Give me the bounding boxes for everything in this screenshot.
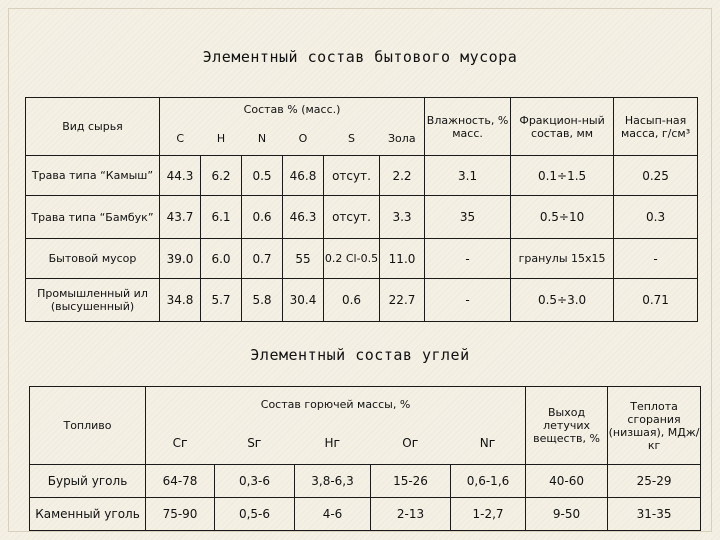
cell-density: 0.71 <box>614 279 698 322</box>
table-row <box>30 465 701 498</box>
cell-n: 0.5 <box>242 156 283 196</box>
cell-o: 2-13 <box>371 498 451 531</box>
cell-density: - <box>614 239 698 279</box>
cell-h: 6.0 <box>201 239 242 279</box>
table-row <box>30 498 701 531</box>
cell-s: 0.2 Cl-0.5 <box>324 239 380 279</box>
cell-h: 3,8-6,3 <box>295 465 371 498</box>
cell-ash: 2.2 <box>380 156 425 196</box>
table-row <box>26 279 698 322</box>
cell-fraction: 0.5÷10 <box>511 196 614 239</box>
cell-h: 6.1 <box>201 196 242 239</box>
cell-c: 43.7 <box>160 196 201 239</box>
header-heat: Теплота сгорания (низшая), МДж/кг <box>608 387 701 465</box>
cell-c: 75-90 <box>146 498 215 531</box>
header-element: H <box>201 122 242 156</box>
cell-heat: 25-29 <box>608 465 701 498</box>
cell-o: 30.4 <box>283 279 324 322</box>
cell-ash: 3.3 <box>380 196 425 239</box>
cell-s: отсут. <box>324 196 380 239</box>
header-moisture: Влажность, % масс. <box>425 98 511 156</box>
cell-moisture: - <box>425 239 511 279</box>
cell-c: 34.8 <box>160 279 201 322</box>
cell-s: 0,3-6 <box>215 465 295 498</box>
cell-n: 0,6-1,6 <box>451 465 526 498</box>
cell-s: 0,5-6 <box>215 498 295 531</box>
cell-fraction: 0.1÷1.5 <box>511 156 614 196</box>
cell-volatiles: 9-50 <box>526 498 608 531</box>
header-element: Оᴦ <box>371 423 451 465</box>
row-name: Бытовой мусор <box>26 239 160 279</box>
header-composition: Состав % (масс.) <box>160 98 425 122</box>
cell-n: 0.7 <box>242 239 283 279</box>
row-name: Трава типа “Камыш” <box>26 156 160 196</box>
cell-n: 5.8 <box>242 279 283 322</box>
header-element: O <box>283 122 324 156</box>
cell-c: 39.0 <box>160 239 201 279</box>
cell-density: 0.25 <box>614 156 698 196</box>
cell-s: отсут. <box>324 156 380 196</box>
header-element: C <box>160 122 201 156</box>
header-volatiles: Выход летучих веществ, % <box>526 387 608 465</box>
cell-fraction: 0.5÷3.0 <box>511 279 614 322</box>
cell-h: 5.7 <box>201 279 242 322</box>
header-element: Sᴦ <box>215 423 295 465</box>
household-waste-table <box>25 97 698 322</box>
header-fuel: Топливо <box>30 387 146 465</box>
cell-h: 4-6 <box>295 498 371 531</box>
row-name: Каменный уголь <box>30 498 146 531</box>
header-material: Вид сырья <box>26 98 160 156</box>
table-row <box>26 196 698 239</box>
cell-heat: 31-35 <box>608 498 701 531</box>
cell-ash: 11.0 <box>380 239 425 279</box>
cell-moisture: - <box>425 279 511 322</box>
cell-volatiles: 40-60 <box>526 465 608 498</box>
header-element: Нᴦ <box>295 423 371 465</box>
header-element: S <box>324 122 380 156</box>
table2-title: Элементный состав углей <box>250 346 470 364</box>
cell-h: 6.2 <box>201 156 242 196</box>
header-element: Зола <box>380 122 425 156</box>
cell-c: 44.3 <box>160 156 201 196</box>
cell-moisture: 35 <box>425 196 511 239</box>
header-composition: Состав горючей массы, % <box>146 387 526 423</box>
header-element: Сᴦ <box>146 423 215 465</box>
row-name: Трава типа “Бамбук” <box>26 196 160 239</box>
table-row <box>26 239 698 279</box>
cell-n: 0.6 <box>242 196 283 239</box>
header-bulk-density: Насып-ная масса, г/см³ <box>614 98 698 156</box>
table1-title: Элементный состав бытового мусора <box>202 48 518 66</box>
cell-density: 0.3 <box>614 196 698 239</box>
cell-ash: 22.7 <box>380 279 425 322</box>
row-name: Промышленный ил (высушенный) <box>26 279 160 322</box>
cell-s: 0.6 <box>324 279 380 322</box>
header-fraction: Фракцион-ный состав, мм <box>511 98 614 156</box>
cell-fraction: гранулы 15x15 <box>511 239 614 279</box>
cell-o: 55 <box>283 239 324 279</box>
cell-c: 64-78 <box>146 465 215 498</box>
row-name: Бурый уголь <box>30 465 146 498</box>
cell-o: 15-26 <box>371 465 451 498</box>
table-row <box>26 156 698 196</box>
cell-o: 46.3 <box>283 196 324 239</box>
header-element: Nᴦ <box>451 423 526 465</box>
coal-table <box>29 386 701 531</box>
cell-moisture: 3.1 <box>425 156 511 196</box>
cell-n: 1-2,7 <box>451 498 526 531</box>
cell-o: 46.8 <box>283 156 324 196</box>
header-element: N <box>242 122 283 156</box>
